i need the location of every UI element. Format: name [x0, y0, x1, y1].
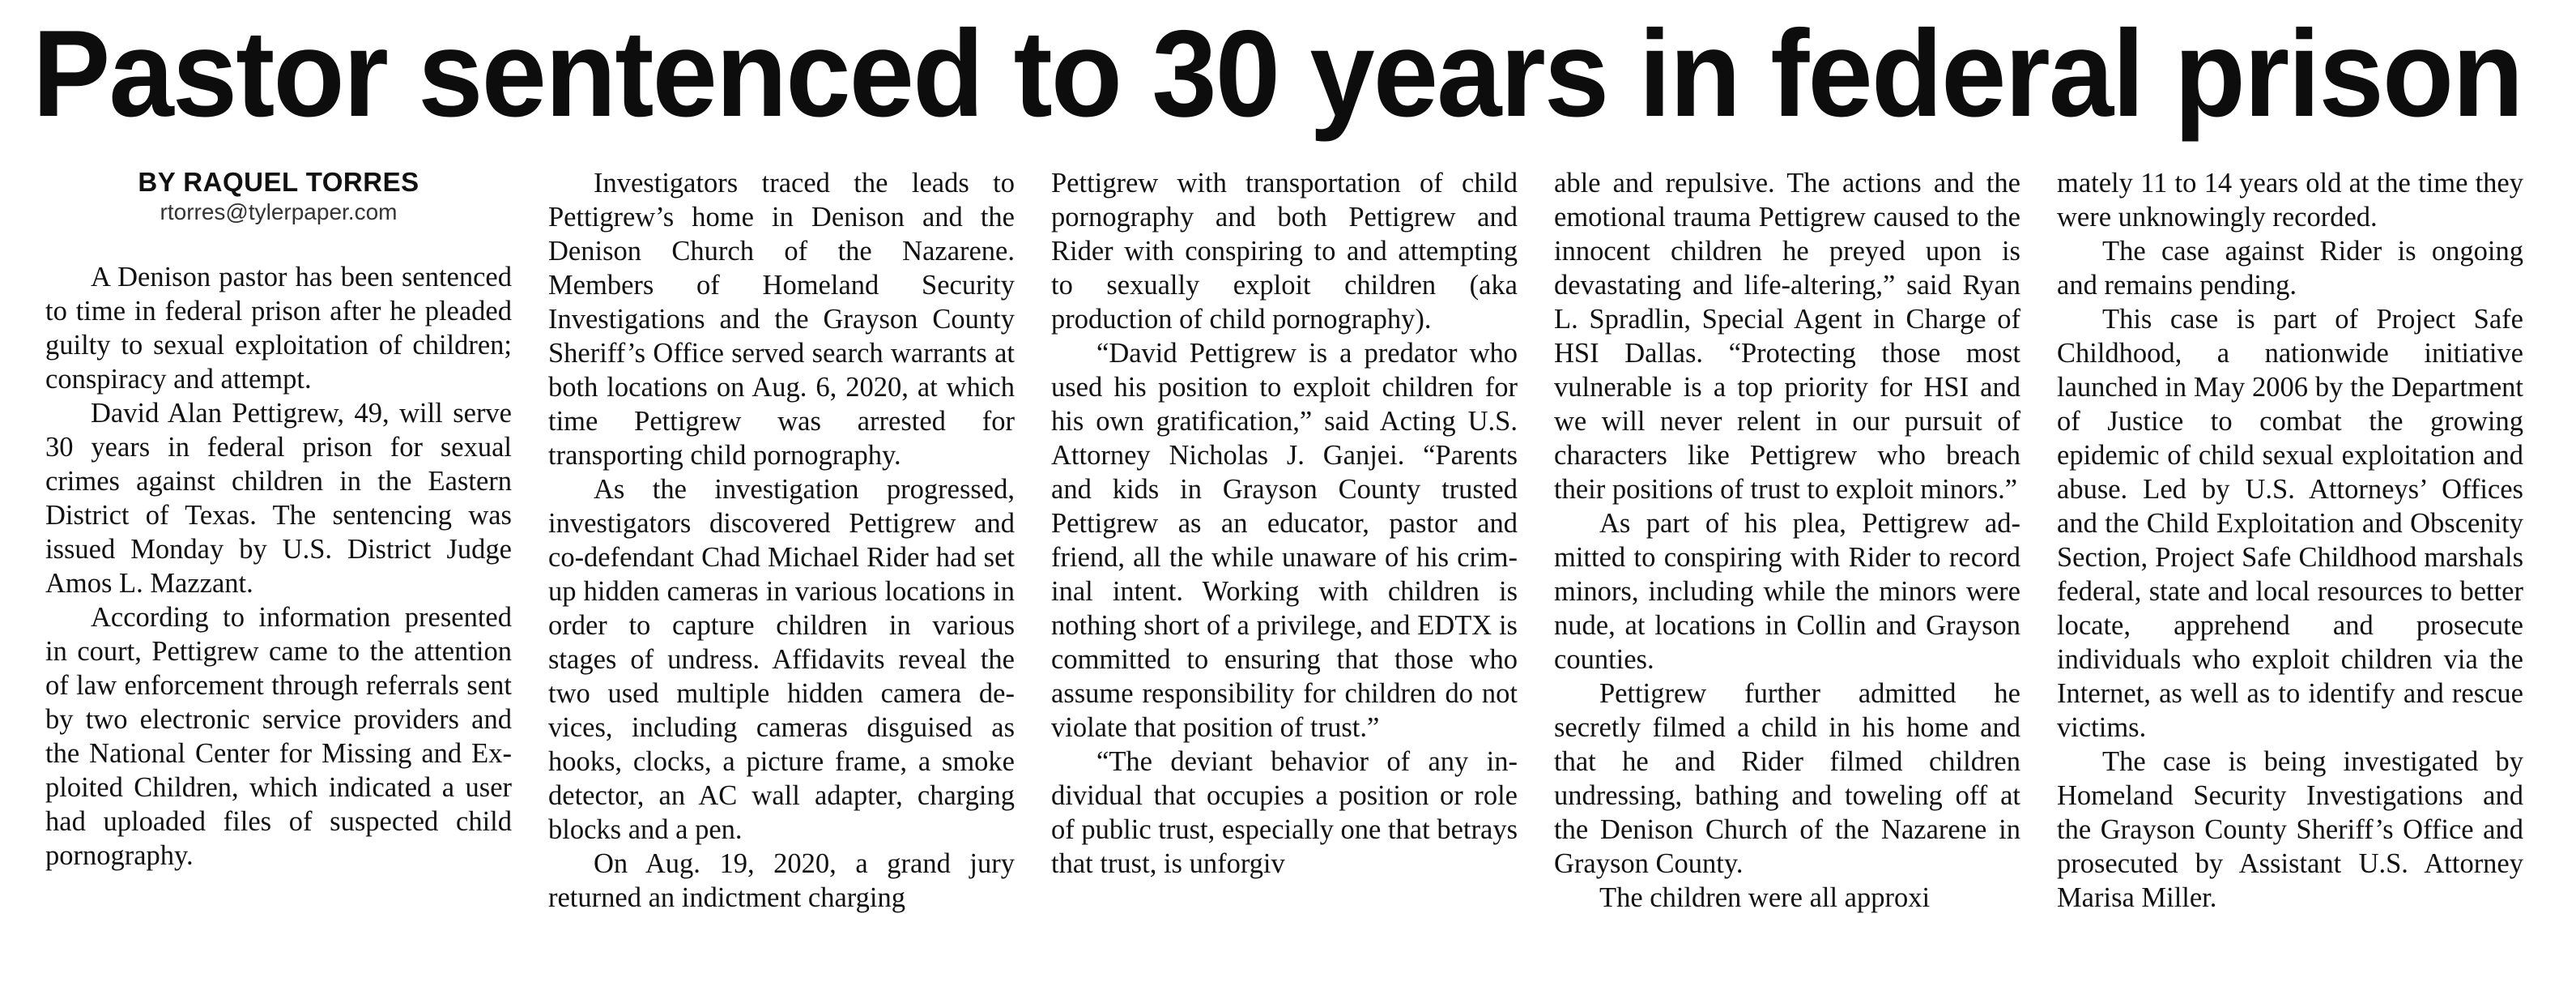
headline: Pastor sentenced to 30 years in federal prison [32, 5, 2523, 143]
article-paragraph: As part of his plea, Pettigrew admitted to conspiring with Rider to record minors, including while the minors were nude, at locations in Collin and Grayson counties. [1554, 508, 2020, 675]
column-5-body [2057, 166, 2523, 915]
column-3-body [1051, 166, 1518, 881]
article-paragraph: able and repulsive. The actions and the emotional trauma Pettigrew caused to the innocent children he preyed upon is devastating and life-altering,” said Ryan L. Spradlin, Special Agent in Charge of HSI Dallas. “Protecting those most vulnerable is a top priority for HSI and we will never relent in our pursuit of characters like Pettigrew who breach their positions of trust to exploit minors.” [1554, 168, 2020, 505]
column-5 [2057, 166, 2523, 984]
byline: BY RAQUEL TORRES [138, 167, 419, 197]
article-paragraph: David Alan Pettigrew, 49, will serve 30 years in federal prison for sexual crimes against children in the Eastern District of Texas. The sentencing was issued Monday by U.S. District Judge Amos L. Mazzant. [45, 398, 512, 599]
article-paragraph: Pettigrew with transportation of child pornography and both Pettigrew and Rider with conspiring to and attempting to sexually exploit children (aka production of child pornography). [1051, 168, 1518, 335]
column-1-body [45, 260, 512, 873]
article-paragraph: The case is being investigated by Homeland Security Investigations and the Grayson County Sheriff’s Office and prosecuted by Assistant U.S. Attorney Marisa Miller. [2057, 746, 2523, 913]
column-1 [45, 166, 512, 984]
column-4-body [1554, 166, 2020, 915]
article-body [45, 166, 2523, 984]
column-2-body [548, 166, 1015, 915]
column-2 [548, 166, 1015, 984]
article-paragraph: “David Pettigrew is a predator who used his position to exploit children for his own gratification,” said Acting U.S. Attorney Nicholas J. Ganjei. “Parents and kids in Grayson County trusted Pettigrew as an educator, pastor and friend, all the while unaware of his criminal intent. Working with children is nothing short of a privilege, and EDTX is committed to ensuring that those who assume responsibility for children do not violate that position of trust.” [1051, 338, 1518, 743]
article-paragraph: On Aug. 19, 2020, a grand jury returned an indictment charging [548, 848, 1015, 913]
byline-email: rtorres@tylerpaper.com [160, 199, 398, 224]
article-paragraph: This case is part of Project Safe Childhood, a nationwide initiative launched in May 2006 by the Department of Justice to combat the growing epidemic of child sexual exploitation and abuse. Led by U.S. Attorneys’ Offices and the Child Exploitation and Obscenity Section, Project Safe Childhood marshals federal, state and local resources to better locate, apprehend and prosecute individuals who exploit children via the Internet, as well as to identify and rescue victims. [2057, 304, 2523, 743]
byline-block [45, 166, 512, 226]
article-paragraph: The children were all approxi [1599, 882, 1931, 913]
article-paragraph: mately 11 to 14 years old at the time they were unknowingly recorded. [2057, 168, 2523, 233]
column-3 [1051, 166, 1518, 984]
article-paragraph: A Denison pastor has been sentenced to time in federal prison after he pleaded guilty to sexual exploitation of children; conspiracy and attempt. [45, 262, 512, 395]
article-paragraph: Investigators traced the leads to Pettigrew’s home in Denison and the Denison Church of the Nazarene. Members of Homeland Security Investigations and the Grayson County Sheriff’s Office served search warrants at both locations on Aug. 6, 2020, at which time Pettigrew was arrested for transporting child pornography. [548, 168, 1015, 471]
column-4 [1554, 166, 2020, 984]
article-paragraph: The case against Rider is ongoing and remains pending. [2057, 236, 2523, 301]
article-paragraph: Pettigrew further admitted he secretly filmed a child in his home and that he and Rider filmed children undressing, bathing and toweling off at the Denison Church of the Nazarene in Grayson County. [1554, 678, 2020, 879]
article-paragraph: “The deviant behavior of any individual that occupies a position or role of public trust, especially one that betrays that trust, is unforgiv [1051, 746, 1518, 879]
article-paragraph: As the investigation progressed, investigators discovered Pettigrew and co-defendant Chad Michael Rider had set up hidden cameras in various locations in order to capture children in various stages of undress. Affidavits reveal the two used multiple hidden camera devices, including cameras disguised as hooks, clocks, a picture frame, a smoke detector, an AC wall adapter, charging blocks and a pen. [548, 474, 1015, 845]
article-paragraph: According to information presented in court, Pettigrew came to the attention of law enforcement through referrals sent by two electronic service providers and the National Center for Missing and Exploited Children, which indicated a user had uploaded files of suspected child pornography. [45, 602, 512, 871]
